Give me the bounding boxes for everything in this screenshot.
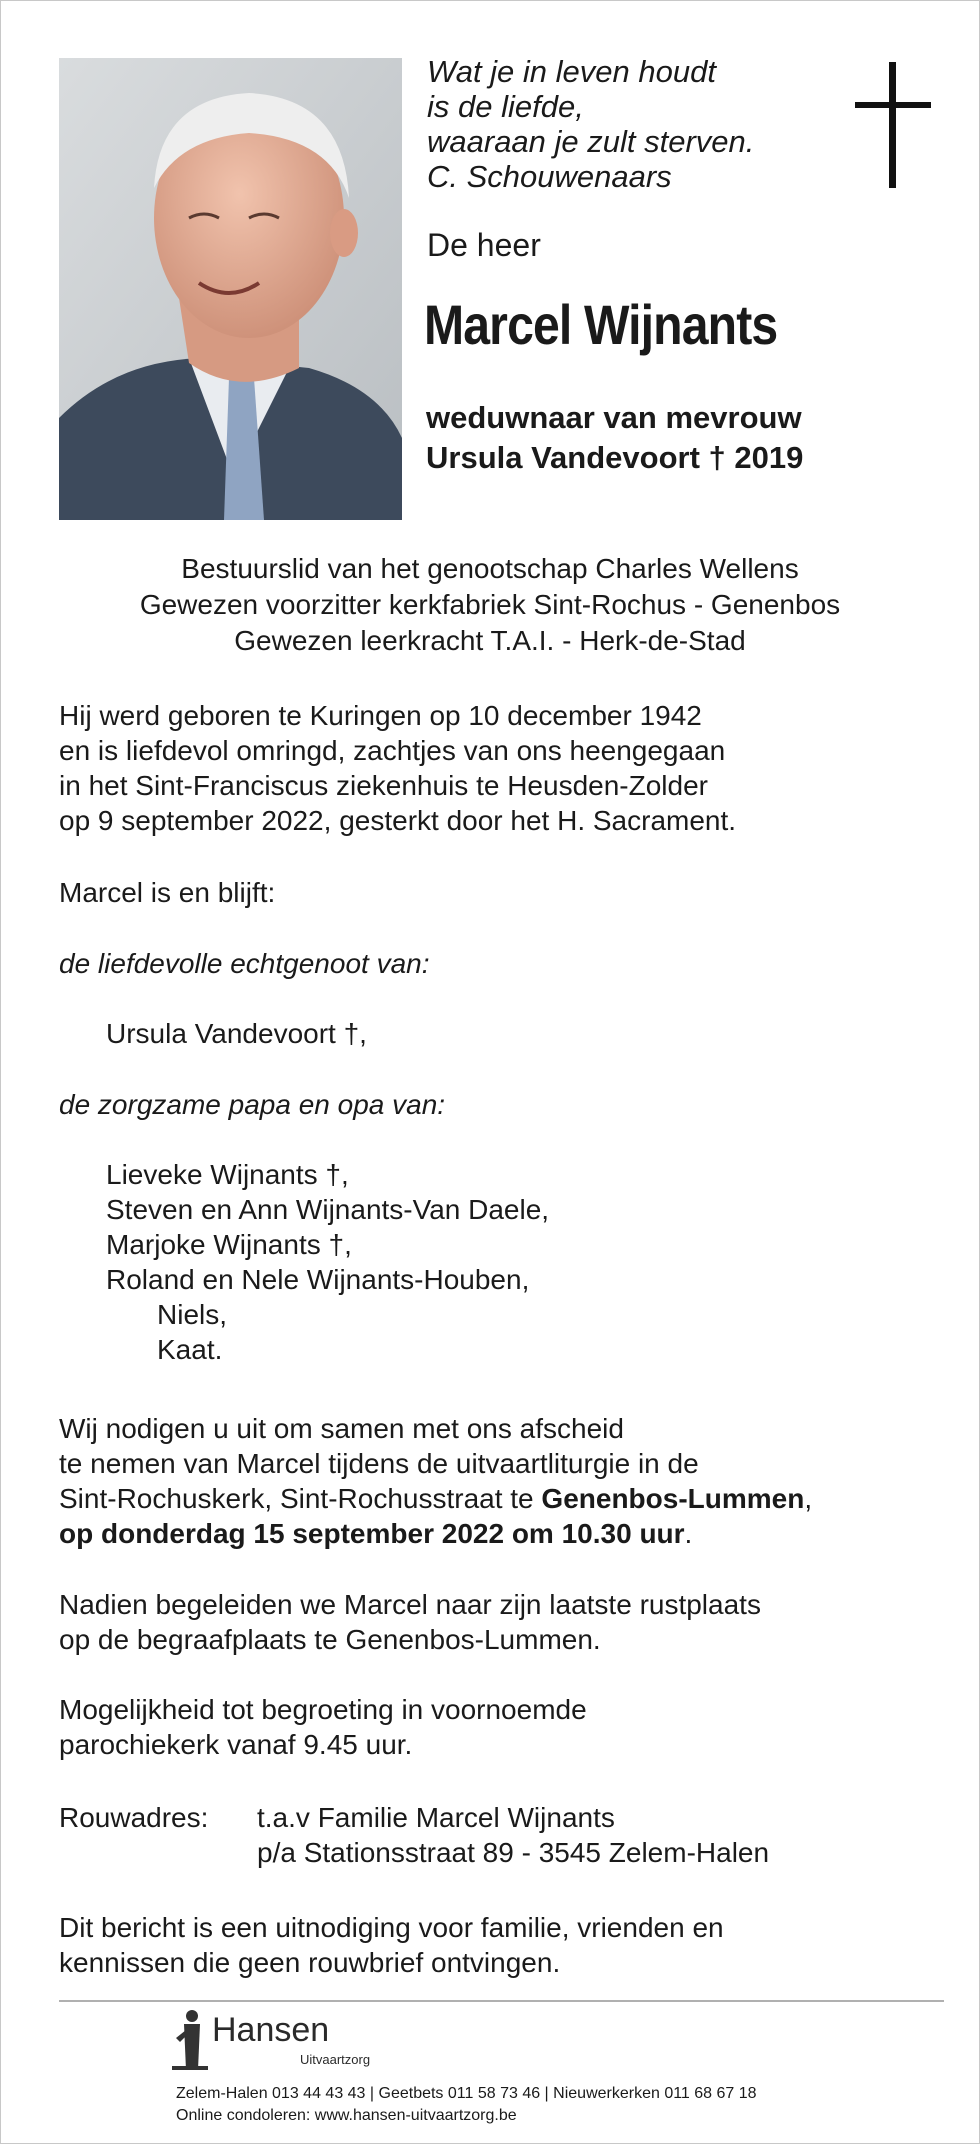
child-line: Steven en Ann Wijnants-Van Daele, bbox=[106, 1194, 550, 1225]
spouse-name: Ursula Vandevoort †, bbox=[106, 1018, 367, 1049]
spouse-line: Ursula Vandevoort † 2019 bbox=[426, 440, 804, 475]
birth-line: en is liefdevol omringd, zachtjes van ons heengegaan bbox=[59, 735, 726, 766]
quote-author: C. Schouwenaars bbox=[427, 159, 672, 194]
invitation-line: Wij nodigen u uit om samen met ons afscheid bbox=[59, 1413, 624, 1444]
footer-contacts: Zelem-Halen 013 44 43 43 | Geetbets 011 58 73 46 | Nieuwerkerken 011 68 67 18 bbox=[176, 2085, 757, 2102]
visitation-paragraph bbox=[59, 1692, 587, 1762]
role-line: Gewezen leerkracht T.A.I. - Herk-de-Stad bbox=[234, 625, 746, 656]
notice-paragraph bbox=[59, 1910, 724, 1980]
birth-line: in het Sint-Franciscus ziekenhuis te Heusden-Zolder bbox=[59, 770, 708, 801]
birth-paragraph bbox=[59, 698, 736, 838]
notice-line: Dit bericht is een uitnodiging voor familie, vrienden en bbox=[59, 1912, 724, 1943]
invitation-comma: , bbox=[804, 1483, 813, 1514]
child-line: Lieveke Wijnants †, bbox=[106, 1159, 349, 1190]
burial-line: op de begraafplaats te Genenbos-Lummen. bbox=[59, 1624, 601, 1655]
spouse-heading: de liefdevolle echtgenoot van: bbox=[59, 948, 430, 979]
quote-line: Wat je in leven houdt bbox=[427, 54, 716, 89]
invitation-datetime: op donderdag 15 september 2022 om 10.30 uur bbox=[59, 1518, 685, 1549]
invitation-place: Genenbos-Lummen bbox=[541, 1483, 805, 1514]
invitation-line bbox=[59, 1516, 812, 1551]
address-recipient: t.a.v Familie Marcel Wijnants bbox=[257, 1802, 615, 1833]
quote bbox=[427, 54, 754, 194]
birth-line: Hij werd geboren te Kuringen op 10 december 1942 bbox=[59, 700, 702, 731]
address-block bbox=[59, 1800, 769, 1870]
grandchild-line: Niels, bbox=[157, 1299, 228, 1330]
deceased-name: Marcel Wijnants bbox=[424, 293, 778, 356]
spouse-info bbox=[426, 398, 803, 478]
footer-divider bbox=[59, 2000, 944, 2002]
invitation-period: . bbox=[684, 1518, 693, 1549]
address-line bbox=[59, 1800, 769, 1835]
logo-subtitle: Uitvaartzorg bbox=[300, 2052, 371, 2067]
grandchild-line: Kaat. bbox=[157, 1334, 223, 1365]
cross-icon bbox=[855, 62, 931, 188]
role-line: Bestuurslid van het genootschap Charles Wellens bbox=[181, 553, 799, 584]
role-line: Gewezen voorzitter kerkfabriek Sint-Rochus - Genenbos bbox=[139, 589, 841, 620]
address-street: p/a Stationsstraat 89 - 3545 Zelem-Halen bbox=[257, 1837, 770, 1868]
invitation-line bbox=[59, 1481, 812, 1516]
child-line: Marjoke Wijnants †, bbox=[106, 1229, 352, 1260]
visitation-line: parochiekerk vanaf 9.45 uur. bbox=[59, 1729, 413, 1760]
quote-line: is de liefde, bbox=[427, 89, 584, 124]
title-prefix: De heer bbox=[427, 227, 541, 263]
footer-online-link[interactable]: Online condoleren: www.hansen-uitvaartzorg.be bbox=[176, 2107, 517, 2124]
roles bbox=[0, 551, 980, 659]
family-list bbox=[59, 1157, 549, 1367]
burial-paragraph bbox=[59, 1587, 761, 1657]
quote-line: waaraan je zult sterven. bbox=[427, 124, 755, 159]
remains-line: Marcel is en blijft: bbox=[59, 877, 276, 908]
funeral-home-logo bbox=[170, 2008, 400, 2076]
invitation-paragraph bbox=[59, 1411, 812, 1551]
logo-name: Hansen bbox=[212, 2011, 330, 2049]
invitation-church: Sint-Rochuskerk, Sint-Rochusstraat te bbox=[59, 1483, 542, 1514]
logo-figure-icon bbox=[170, 2008, 210, 2076]
spouse-line: weduwnaar van mevrouw bbox=[426, 400, 802, 435]
burial-line: Nadien begeleiden we Marcel naar zijn laatste rustplaats bbox=[59, 1589, 761, 1620]
portrait-photo bbox=[59, 58, 402, 520]
invitation-line: te nemen van Marcel tijdens de uitvaartliturgie in de bbox=[59, 1448, 699, 1479]
visitation-line: Mogelijkheid tot begroeting in voornoemde bbox=[59, 1694, 587, 1725]
family-heading: de zorgzame papa en opa van: bbox=[59, 1089, 446, 1120]
child-line: Roland en Nele Wijnants-Houben, bbox=[106, 1264, 530, 1295]
notice-line: kennissen die geen rouwbrief ontvingen. bbox=[59, 1947, 561, 1978]
address-label: Rouwadres: bbox=[59, 1802, 209, 1833]
birth-line: op 9 september 2022, gesterkt door het H. Sacrament. bbox=[59, 805, 737, 836]
